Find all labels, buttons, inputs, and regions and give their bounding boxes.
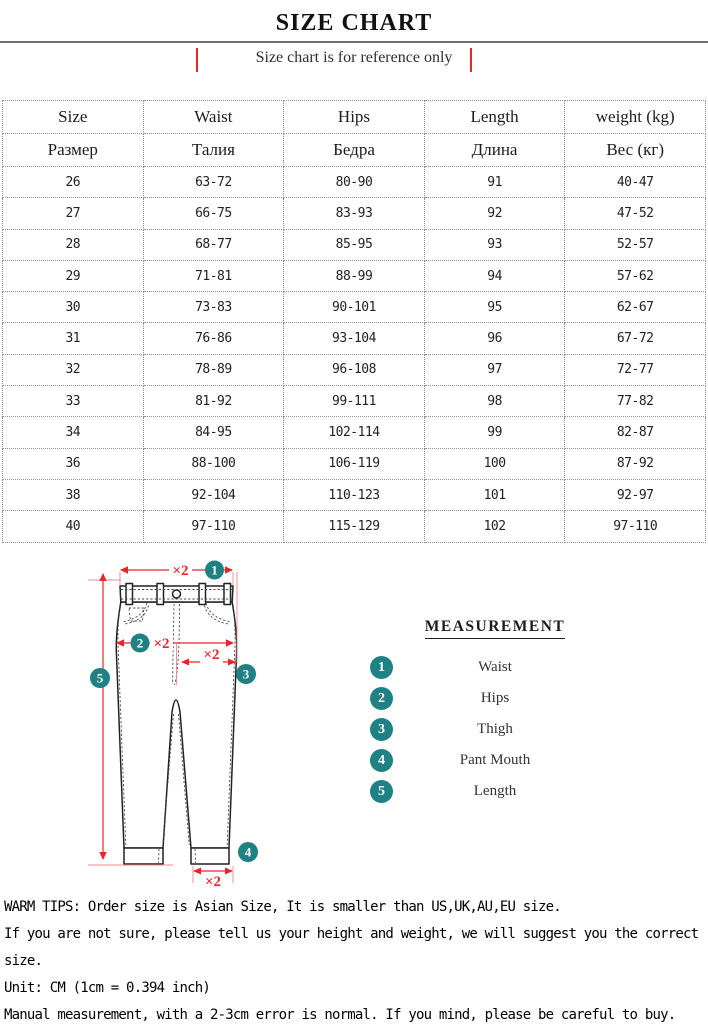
measurement-label: Length — [473, 783, 517, 799]
table-row — [3, 167, 706, 198]
table-cell: 102 — [424, 511, 565, 542]
table-cell: 72-77 — [565, 354, 706, 385]
size-table-head — [3, 101, 706, 167]
table-cell: 88-100 — [143, 448, 284, 479]
table-row — [3, 386, 706, 417]
col-header-size: Size — [3, 101, 144, 134]
table-cell: 106-119 — [284, 448, 425, 479]
table-cell: 34 — [3, 417, 144, 448]
table-cell: 36 — [3, 448, 144, 479]
table-cell: 62-67 — [565, 292, 706, 323]
measurement-number-badge: 3 — [370, 718, 393, 741]
svg-text:3: 3 — [242, 666, 250, 682]
col-header-waist: Waist — [143, 101, 284, 134]
jeans-button — [173, 590, 181, 598]
table-cell: 92-97 — [565, 479, 706, 510]
warm-tips-line: Unit: CM (1cm = 0.394 inch) — [4, 980, 210, 996]
table-cell: 102-114 — [284, 417, 425, 448]
header-row-en — [3, 101, 706, 134]
measurement-item — [360, 776, 630, 807]
table-cell: 97-110 — [143, 511, 284, 542]
waist-x2-label: ×2 — [172, 563, 189, 579]
measurement-number-badge: 2 — [370, 687, 393, 710]
jeans-drawing — [116, 584, 236, 865]
page-title: SIZE CHART — [275, 10, 433, 36]
table-cell: 68-77 — [143, 229, 284, 260]
table-row — [3, 511, 706, 542]
table-row — [3, 323, 706, 354]
warm-tips — [4, 894, 706, 1024]
table-cell: 100 — [424, 448, 565, 479]
table-cell: 91 — [424, 167, 565, 198]
measurement-item — [360, 683, 630, 714]
col-header-hips: Hips — [284, 101, 425, 134]
pant-mouth-x2-label: ×2 — [204, 874, 222, 890]
table-cell: 30 — [3, 292, 144, 323]
table-cell: 32 — [3, 354, 144, 385]
table-cell: 52-57 — [565, 229, 706, 260]
table-cell: 94 — [424, 260, 565, 291]
warm-tips-line: Manual measurement, with a 2-3cm error is normal. If you mind, please be careful to buy. — [4, 1007, 676, 1023]
table-cell: 93-104 — [284, 323, 425, 354]
table-cell: 101 — [424, 479, 565, 510]
table-cell: 40 — [3, 511, 144, 542]
table-cell: 83-93 — [284, 198, 425, 229]
table-cell: 90-101 — [284, 292, 425, 323]
page-subtitle: Size chart is for reference only — [255, 49, 453, 66]
table-cell: 85-95 — [284, 229, 425, 260]
table-cell: 97 — [424, 354, 565, 385]
title-divider — [0, 41, 708, 43]
table-cell: 88-99 — [284, 260, 425, 291]
svg-text:1: 1 — [211, 562, 218, 578]
table-cell: 92 — [424, 198, 565, 229]
measurement-legend-title: MEASUREMENT — [425, 618, 566, 639]
table-cell: 29 — [3, 260, 144, 291]
table-cell: 92-104 — [143, 479, 284, 510]
table-cell: 40-47 — [565, 167, 706, 198]
table-cell: 81-92 — [143, 386, 284, 417]
table-cell: 98 — [424, 386, 565, 417]
table-cell: 57-62 — [565, 260, 706, 291]
table-cell: 80-90 — [284, 167, 425, 198]
table-row — [3, 229, 706, 260]
table-cell: 38 — [3, 479, 144, 510]
table-cell: 67-72 — [565, 323, 706, 354]
table-cell: 77-82 — [565, 386, 706, 417]
table-cell: 47-52 — [565, 198, 706, 229]
measurement-number-badge: 1 — [370, 656, 393, 679]
table-cell: 63-72 — [143, 167, 284, 198]
col-header-length-ru: Длина — [424, 134, 565, 167]
table-row — [3, 417, 706, 448]
measurement-number-badge: 5 — [370, 780, 393, 803]
measurement-label: Hips — [480, 690, 510, 706]
table-cell: 28 — [3, 229, 144, 260]
table-cell: 99-111 — [284, 386, 425, 417]
table-cell: 96-108 — [284, 354, 425, 385]
col-header-size-ru: Размер — [3, 134, 144, 167]
pants-measurement-diagram — [55, 552, 270, 892]
table-cell: 97-110 — [565, 511, 706, 542]
size-table-body — [3, 167, 706, 543]
table-cell: 78-89 — [143, 354, 284, 385]
col-header-hips-ru: Бедра — [284, 134, 425, 167]
measurement-item — [360, 745, 630, 776]
table-cell: 33 — [3, 386, 144, 417]
table-cell: 71-81 — [143, 260, 284, 291]
table-cell: 87-92 — [565, 448, 706, 479]
table-cell: 99 — [424, 417, 565, 448]
measurement-legend — [360, 618, 630, 807]
table-cell: 82-87 — [565, 417, 706, 448]
svg-text:5: 5 — [96, 670, 104, 686]
table-cell: 96 — [424, 323, 565, 354]
table-cell: 93 — [424, 229, 565, 260]
warm-tips-line: If you are not sure, please tell us your height and weight, we will suggest you the correct size. — [4, 926, 699, 969]
hips-x2-label: ×2 — [153, 636, 170, 652]
table-cell: 73-83 — [143, 292, 284, 323]
table-row — [3, 354, 706, 385]
measurement-label: Pant Mouth — [459, 752, 531, 768]
table-cell: 95 — [424, 292, 565, 323]
measurement-label: Thigh — [477, 721, 513, 737]
measurement-number-badge: 4 — [370, 749, 393, 772]
table-row — [3, 260, 706, 291]
measurement-item — [360, 652, 630, 683]
col-header-weight: weight (kg) — [565, 101, 706, 134]
table-cell: 115-129 — [284, 511, 425, 542]
table-row — [3, 479, 706, 510]
subtitle-right-tick — [470, 48, 472, 72]
measurement-label: Waist — [478, 659, 512, 675]
measurement-list — [360, 652, 630, 807]
measurement-item — [360, 714, 630, 745]
thigh-x2-label: ×2 — [203, 647, 220, 663]
table-cell: 27 — [3, 198, 144, 229]
table-cell: 66-75 — [143, 198, 284, 229]
col-header-weight-ru: Вес (кг) — [565, 134, 706, 167]
table-cell: 26 — [3, 167, 144, 198]
svg-text:2: 2 — [136, 635, 144, 651]
col-header-length: Length — [424, 101, 565, 134]
svg-text:4: 4 — [244, 844, 252, 860]
table-cell: 76-86 — [143, 323, 284, 354]
table-cell: 84-95 — [143, 417, 284, 448]
table-row — [3, 448, 706, 479]
warm-tips-line: WARM TIPS: Order size is Asian Size, It is smaller than US,UK,AU,EU size. — [4, 899, 561, 915]
header-row-ru — [3, 134, 706, 167]
table-row — [3, 292, 706, 323]
table-cell: 31 — [3, 323, 144, 354]
col-header-waist-ru: Талия — [143, 134, 284, 167]
table-row — [3, 198, 706, 229]
table-cell: 110-123 — [284, 479, 425, 510]
size-chart-table — [2, 100, 706, 543]
